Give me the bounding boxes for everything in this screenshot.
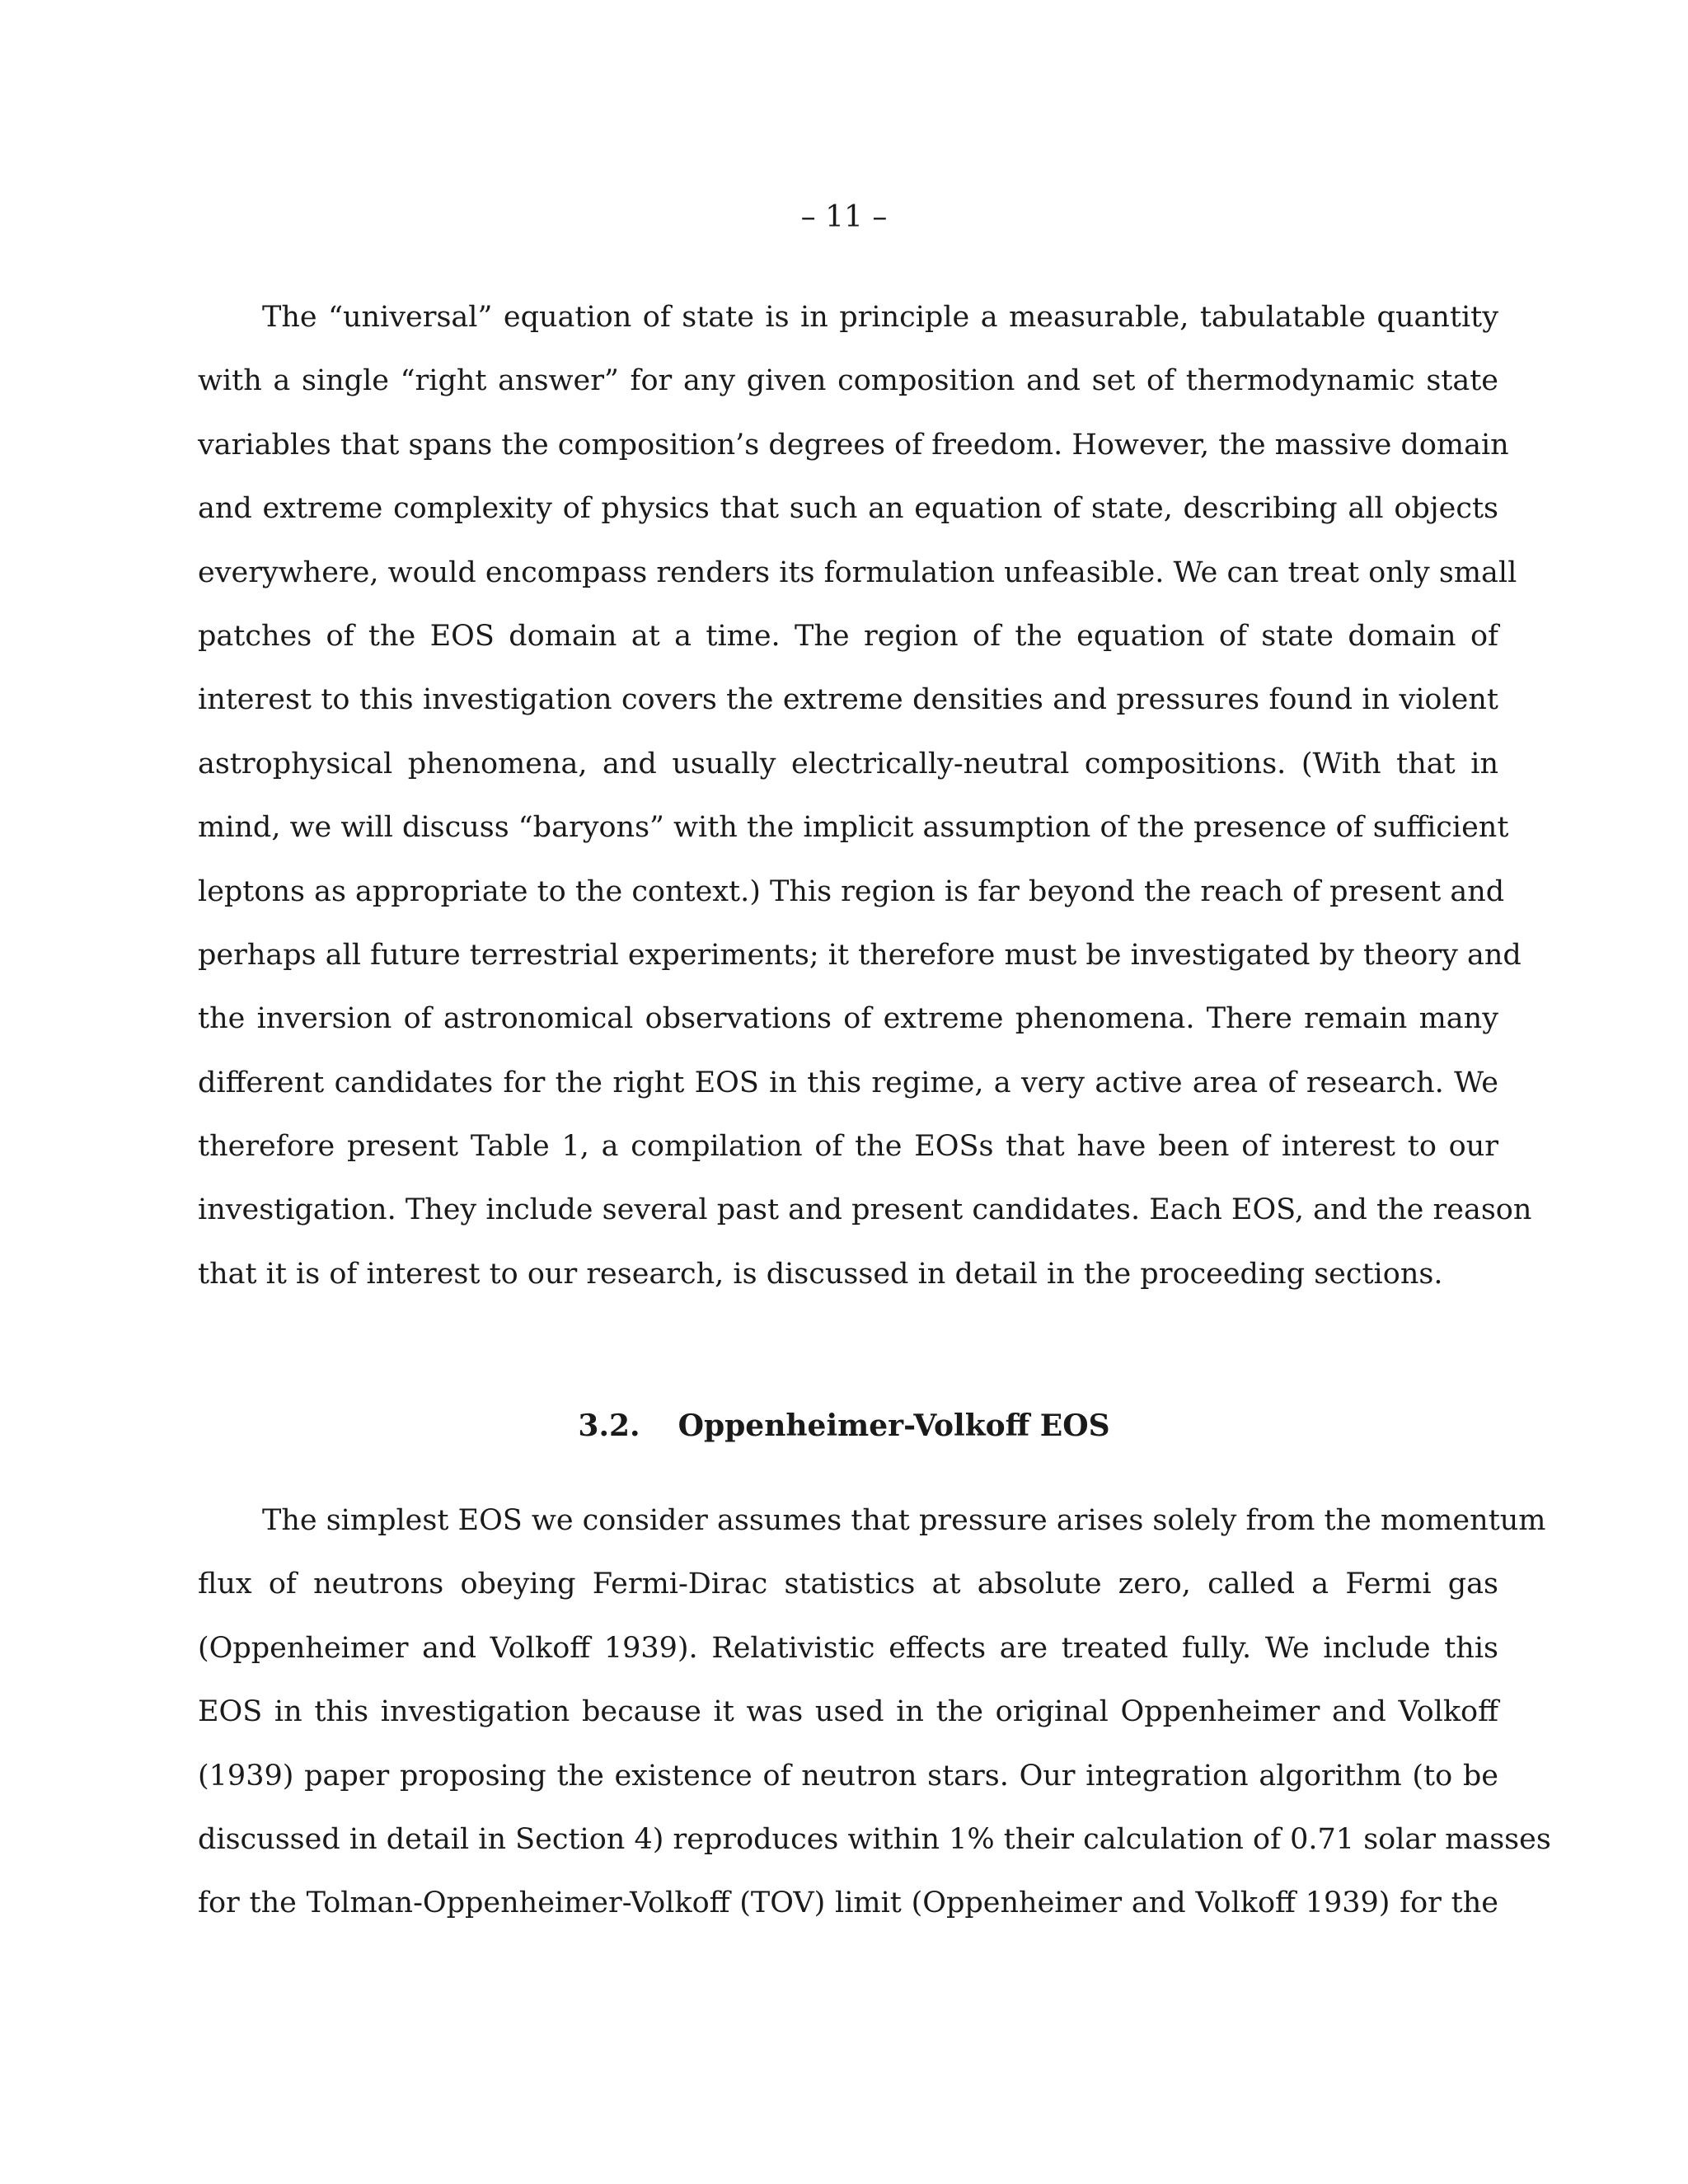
text-line: the inversion of astronomical observations of extreme phenomena. There remain many xyxy=(198,1002,1498,1036)
text-line: discussed in detail in Section 4) reproduces within 1% their calculation of 0.71 solar masses xyxy=(198,1822,1551,1856)
text-line: and extreme complexity of physics that such an equation of state, describing all objects xyxy=(198,492,1498,526)
text-line: for the Tolman-Oppenheimer-Volkoff (TOV) limit (Oppenheimer and Volkoff 1939) for the xyxy=(198,1886,1498,1920)
text-line: EOS in this investigation because it was used in the original Oppenheimer and Volkoff xyxy=(198,1695,1498,1729)
page-number: – 11 – xyxy=(800,200,888,234)
section-heading xyxy=(0,1401,1688,1451)
paragraph-oppenheimer-volkoff xyxy=(198,1489,1551,1936)
text-line: The simplest EOS we consider assumes that pressure arises solely from the momentum xyxy=(262,1504,1546,1537)
text-line: interest to this investigation covers the extreme densities and pressures found in violent xyxy=(198,683,1498,717)
text-line: (Oppenheimer and Volkoff 1939). Relativistic effects are treated fully. We include this xyxy=(198,1631,1498,1665)
text-line: leptons as appropriate to the context.) This region is far beyond the reach of present and xyxy=(198,874,1505,908)
text-line: with a single “right answer” for any given composition and set of thermodynamic state xyxy=(198,364,1498,398)
section-number: 3.2. xyxy=(578,1408,640,1443)
text-line: perhaps all future terrestrial experiments; it therefore must be investigated by theory and xyxy=(198,938,1522,972)
section-title: Oppenheimer-Volkoff EOS xyxy=(678,1408,1110,1443)
text-line: (1939) paper proposing the existence of neutron stars. Our integration algorithm (to be xyxy=(198,1759,1498,1793)
text-line: mind, we will discuss “baryons” with the implicit assumption of the presence of sufficient xyxy=(198,811,1509,845)
text-line: The “universal” equation of state is in principle a measurable, tabulatable quantity xyxy=(262,301,1498,334)
paragraph-intro xyxy=(198,286,1532,1306)
text-line: astrophysical phenomena, and usually electrically-neutral compositions. (With that in xyxy=(198,747,1498,780)
text-line: investigation. They include several past and present candidates. Each EOS, and the reason xyxy=(198,1193,1532,1227)
text-line: different candidates for the right EOS in this regime, a very active area of research. We xyxy=(198,1066,1498,1099)
text-line: that it is of interest to our research, is discussed in detail in the proceeding sections. xyxy=(198,1257,1443,1291)
text-line: therefore present Table 1, a compilation of the EOSs that have been of interest to our xyxy=(198,1130,1498,1164)
text-line: flux of neutrons obeying Fermi-Dirac statistics at absolute zero, called a Fermi gas xyxy=(198,1568,1498,1601)
text-line: everywhere, would encompass renders its formulation unfeasible. We can treat only small xyxy=(198,555,1517,589)
text-line: variables that spans the composition’s degrees of freedom. However, the massive domain xyxy=(198,428,1509,462)
text-line: patches of the EOS domain at a time. The region of the equation of state domain of xyxy=(198,619,1498,653)
